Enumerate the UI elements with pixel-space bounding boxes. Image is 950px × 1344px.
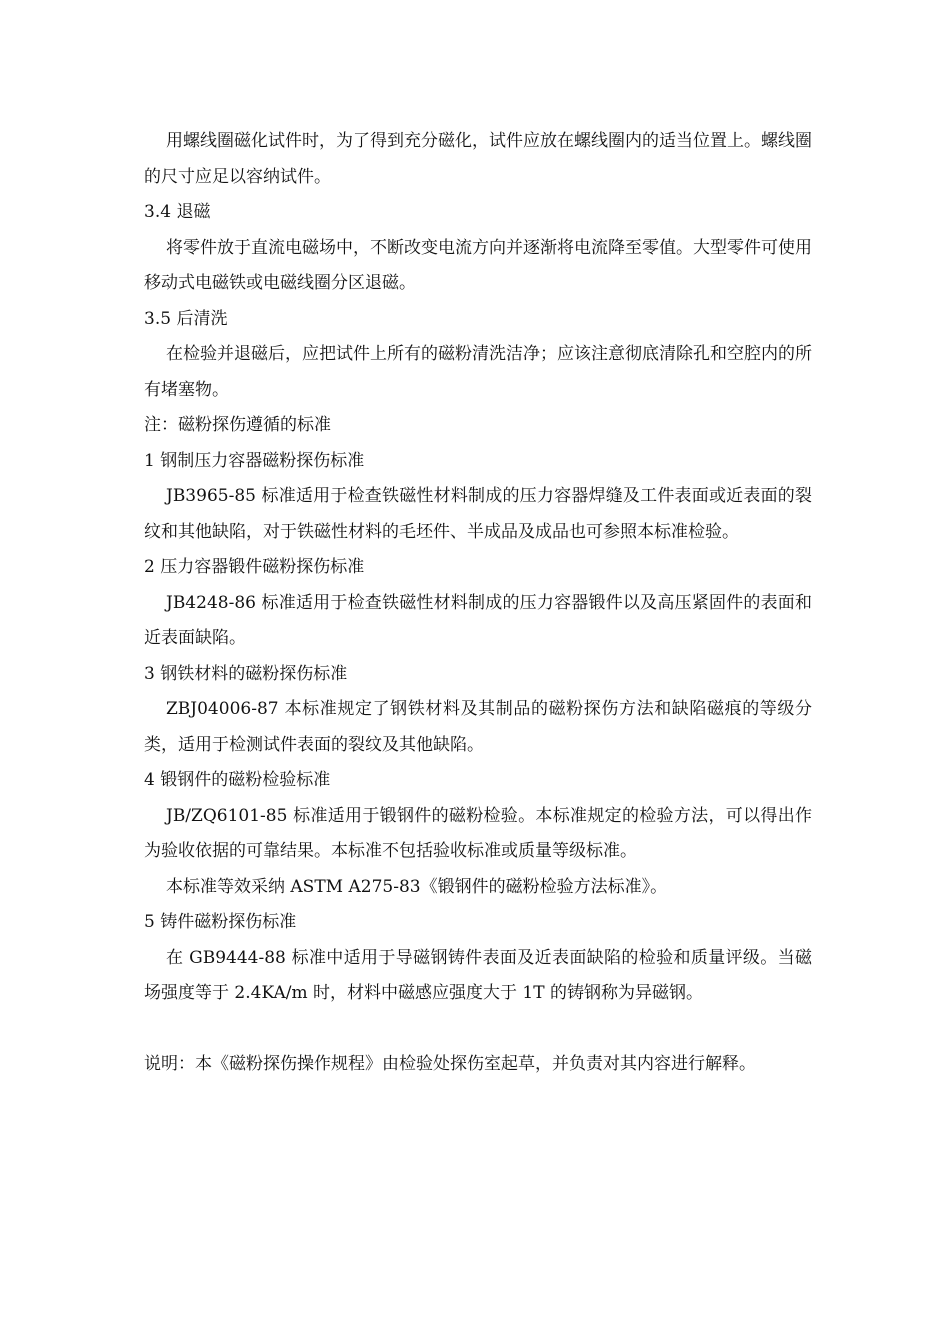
standard-paragraph-5: 在 GB9444-88 标准中适用于导磁钢铸件表面及近表面缺陷的检验和质量评级。当磁场强度等于 2.4KA/m 时，材料中磁感应强度大于 1T 的铸钢称为异磁钢。 bbox=[144, 947, 812, 1003]
standard-heading-1: 1 钢制压力容器磁粉探伤标准 bbox=[144, 450, 365, 471]
standard-heading-5: 5 铸件磁粉探伤标准 bbox=[144, 912, 297, 932]
standard-heading-4: 4 锻钢件的磁粉检验标准 bbox=[144, 770, 331, 790]
standard-paragraph-4-equivalence: 本标准等效采纳 ASTM A275-83《锻钢件的磁粉检验方法标准》。 bbox=[166, 876, 668, 897]
standard-paragraph-1: JB3965-85 标准适用于检查铁磁性材料制成的压力容器焊缝及工件表面或近表面的裂纹和其他缺陷，对于铁磁性材料的毛坯件、半成品及成品也可参照本标准检验。 bbox=[144, 486, 812, 542]
note-heading-standards: 注：磁粉探伤遵循的标准 bbox=[144, 415, 331, 435]
blank-line bbox=[144, 1012, 812, 1048]
standard-paragraph-2: JB4248-86 标准适用于检查铁磁性材料制成的压力容器锻件以及高压紧固件的表面和近表面缺陷。 bbox=[144, 592, 812, 648]
paragraph-demagnetization: 将零件放于直流电磁场中，不断改变电流方向并逐渐将电流降至零值。大型零件可使用移动式电磁铁或电磁线圈分区退磁。 bbox=[144, 237, 812, 293]
explanation-paragraph: 说明：本《磁粉探伤操作规程》由检验处探伤室起草，并负责对其内容进行解释。 bbox=[144, 1054, 756, 1074]
paragraph-coil-magnetization: 用螺线圈磁化试件时，为了得到充分磁化，试件应放在螺线圈内的适当位置上。螺线圈的尺寸应足以容纳试件。 bbox=[144, 131, 812, 187]
paragraph-post-cleaning: 在检验并退磁后，应把试件上所有的磁粉清洗洁净；应该注意彻底清除孔和空腔内的所有堵塞物。 bbox=[144, 344, 812, 400]
standard-heading-2: 2 压力容器锻件磁粉探伤标准 bbox=[144, 557, 365, 577]
section-heading-post-cleaning: 3.5 后清洗 bbox=[144, 308, 228, 329]
standard-paragraph-4: JB/ZQ6101-85 标准适用于锻钢件的磁粉检验。本标准规定的检验方法，可以得出作为验收依据的可靠结果。本标准不包括验收标准或质量等级标准。 bbox=[144, 805, 812, 861]
standard-heading-3: 3 钢铁材料的磁粉探伤标准 bbox=[144, 663, 348, 684]
standard-paragraph-3: ZBJ04006-87 本标准规定了钢铁材料及其制品的磁粉探伤方法和缺陷磁痕的等级分类，适用于检测试件表面的裂纹及其他缺陷。 bbox=[144, 699, 812, 755]
section-heading-demagnetization: 3.4 退磁 bbox=[144, 202, 211, 222]
document-body bbox=[144, 124, 812, 1083]
